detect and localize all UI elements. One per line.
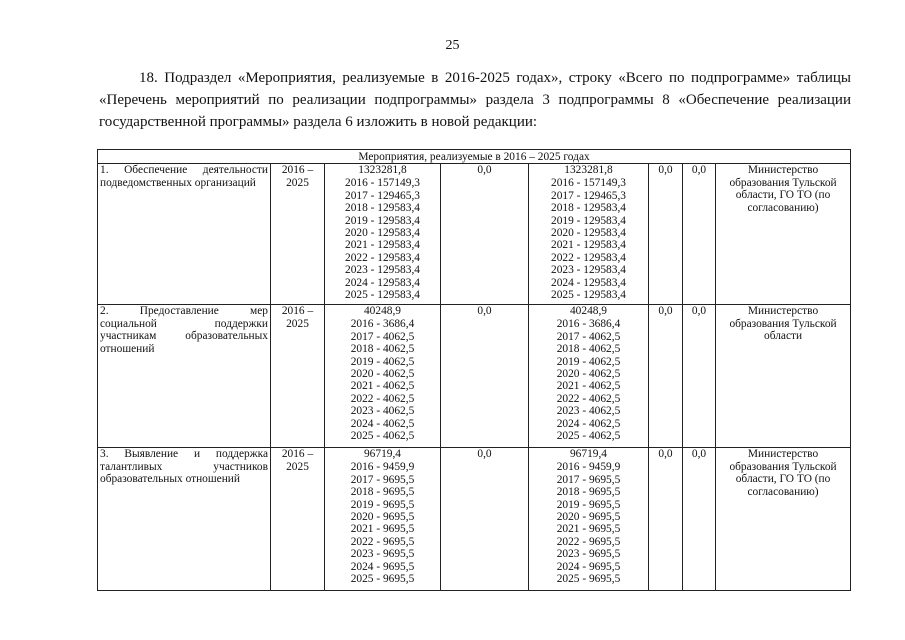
- funding-column-d: 0,0: [683, 448, 716, 591]
- year-value: 2016 - 3686,4: [350, 318, 415, 331]
- funding-budget-column: [529, 448, 649, 591]
- measure-name: 3. Выявление и поддержка талантливых участников образовательных отношений: [98, 448, 271, 591]
- year-value: 2024 - 129583,4: [551, 276, 626, 289]
- year-value: 2025 - 4062,5: [556, 429, 621, 442]
- funding-column-d: 0,0: [683, 305, 716, 448]
- year-value: 2021 - 9695,5: [350, 523, 415, 536]
- responsible-executor: Министерство образования Тульской области, ГО ТО (по согласованию): [716, 164, 851, 305]
- year-value: 2025 - 129583,4: [345, 288, 420, 301]
- table-row: [98, 448, 851, 591]
- year-value: 2025 - 4062,5: [350, 429, 415, 442]
- funding-budget-column: [529, 164, 649, 305]
- year-value: 2025 - 9695,5: [556, 572, 621, 585]
- year-value: 2019 - 9695,5: [556, 498, 621, 511]
- funding-column-d: 0,0: [683, 164, 716, 305]
- year-value: 2019 - 129583,4: [345, 214, 420, 227]
- table-row: [98, 164, 851, 305]
- year-value: 2016 - 3686,4: [556, 318, 621, 331]
- year-value: 2023 - 9695,5: [350, 548, 415, 561]
- measure-period: 2016 – 2025: [271, 164, 325, 305]
- funding-column-c: 0,0: [649, 448, 683, 591]
- year-value: 2018 - 129583,4: [345, 202, 420, 215]
- responsible-executor: Министерство образования Тульской области: [716, 305, 851, 448]
- year-value: 2024 - 9695,5: [556, 560, 621, 573]
- year-value: 2021 - 4062,5: [556, 380, 621, 393]
- year-value: 2021 - 9695,5: [556, 523, 621, 536]
- funding-column-a: 0,0: [441, 305, 529, 448]
- year-value: 2017 - 9695,5: [350, 473, 415, 486]
- year-value: 2017 - 129465,3: [551, 189, 626, 202]
- funding-total-column: [325, 305, 441, 448]
- funding-budget-column: [529, 305, 649, 448]
- year-value: 2020 - 129583,4: [551, 226, 626, 239]
- year-value: 2017 - 9695,5: [556, 473, 621, 486]
- year-value: 2020 - 129583,4: [345, 226, 420, 239]
- total-value: 40248,9: [569, 305, 608, 318]
- year-value: 2019 - 9695,5: [350, 498, 415, 511]
- year-value: 2023 - 4062,5: [556, 405, 621, 418]
- year-value: 2022 - 4062,5: [350, 392, 415, 405]
- intro-paragraph: [99, 67, 851, 133]
- measure-name: 2. Предоставление мер социальной поддержки участникам образовательных отношений: [98, 305, 271, 448]
- year-value: 2023 - 4062,5: [350, 405, 415, 418]
- total-value: 1323281,8: [564, 164, 613, 177]
- year-value: 2018 - 9695,5: [350, 486, 415, 499]
- year-value: 2024 - 9695,5: [350, 560, 415, 573]
- total-value: 96719,4: [363, 448, 402, 461]
- year-value: 2018 - 4062,5: [556, 343, 621, 356]
- year-value: 2024 - 4062,5: [556, 417, 621, 430]
- year-value: 2020 - 9695,5: [556, 510, 621, 523]
- intro-text: 18. Подраздел «Мероприятия, реализуемые в 2016-2025 годах», строку «Всего по подпрограмме» таблицы «Перечень мероприятий по реализации подпрограммы» раздела 3 подпрограммы 8 «Обеспечение реализации государственной программы» раздела 6 изложить в новой редакции:: [99, 70, 851, 130]
- funding-total-column: [325, 164, 441, 305]
- funding-column-c: 0,0: [649, 164, 683, 305]
- year-value: 2017 - 4062,5: [350, 330, 415, 343]
- year-value: 2023 - 129583,4: [345, 264, 420, 277]
- year-value: 2022 - 9695,5: [556, 535, 621, 548]
- year-value: 2022 - 9695,5: [350, 535, 415, 548]
- year-value: 2020 - 9695,5: [350, 510, 415, 523]
- year-value: 2022 - 129583,4: [345, 251, 420, 264]
- year-value: 2019 - 129583,4: [551, 214, 626, 227]
- measure-name: 1. Обеспечение деятельности подведомственных организаций: [98, 164, 271, 305]
- table-row: [98, 305, 851, 448]
- funding-column-a: 0,0: [441, 164, 529, 305]
- year-value: 2016 - 157149,3: [345, 177, 420, 190]
- year-value: 2021 - 129583,4: [551, 239, 626, 252]
- year-value: 2019 - 4062,5: [556, 355, 621, 368]
- measures-table: [97, 149, 851, 591]
- year-value: 2018 - 9695,5: [556, 486, 621, 499]
- responsible-executor: Министерство образования Тульской области, ГО ТО (по согласованию): [716, 448, 851, 591]
- year-value: 2020 - 4062,5: [556, 367, 621, 380]
- page-number: 25: [445, 38, 460, 53]
- year-value: 2018 - 4062,5: [350, 343, 415, 356]
- year-value: 2017 - 4062,5: [556, 330, 621, 343]
- measure-period: 2016 – 2025: [271, 448, 325, 591]
- year-value: 2022 - 4062,5: [556, 392, 621, 405]
- measure-period: 2016 – 2025: [271, 305, 325, 448]
- year-value: 2021 - 129583,4: [345, 239, 420, 252]
- year-value: 2019 - 4062,5: [350, 355, 415, 368]
- year-value: 2018 - 129583,4: [551, 202, 626, 215]
- year-value: 2020 - 4062,5: [350, 367, 415, 380]
- year-value: 2022 - 129583,4: [551, 251, 626, 264]
- year-value: 2025 - 129583,4: [551, 288, 626, 301]
- year-value: 2016 - 9459,9: [556, 461, 621, 474]
- year-value: 2017 - 129465,3: [345, 189, 420, 202]
- total-value: 1323281,8: [358, 164, 407, 177]
- total-value: 40248,9: [363, 305, 402, 318]
- year-value: 2016 - 157149,3: [551, 177, 626, 190]
- table-header: Мероприятия, реализуемые в 2016 – 2025 годах: [98, 150, 851, 164]
- funding-column-c: 0,0: [649, 305, 683, 448]
- year-value: 2024 - 4062,5: [350, 417, 415, 430]
- total-value: 96719,4: [569, 448, 608, 461]
- table-body: [98, 164, 851, 591]
- funding-total-column: [325, 448, 441, 591]
- year-value: 2021 - 4062,5: [350, 380, 415, 393]
- year-value: 2024 - 129583,4: [345, 276, 420, 289]
- year-value: 2025 - 9695,5: [350, 572, 415, 585]
- year-value: 2023 - 129583,4: [551, 264, 626, 277]
- funding-column-a: 0,0: [441, 448, 529, 591]
- year-value: 2023 - 9695,5: [556, 548, 621, 561]
- year-value: 2016 - 9459,9: [350, 461, 415, 474]
